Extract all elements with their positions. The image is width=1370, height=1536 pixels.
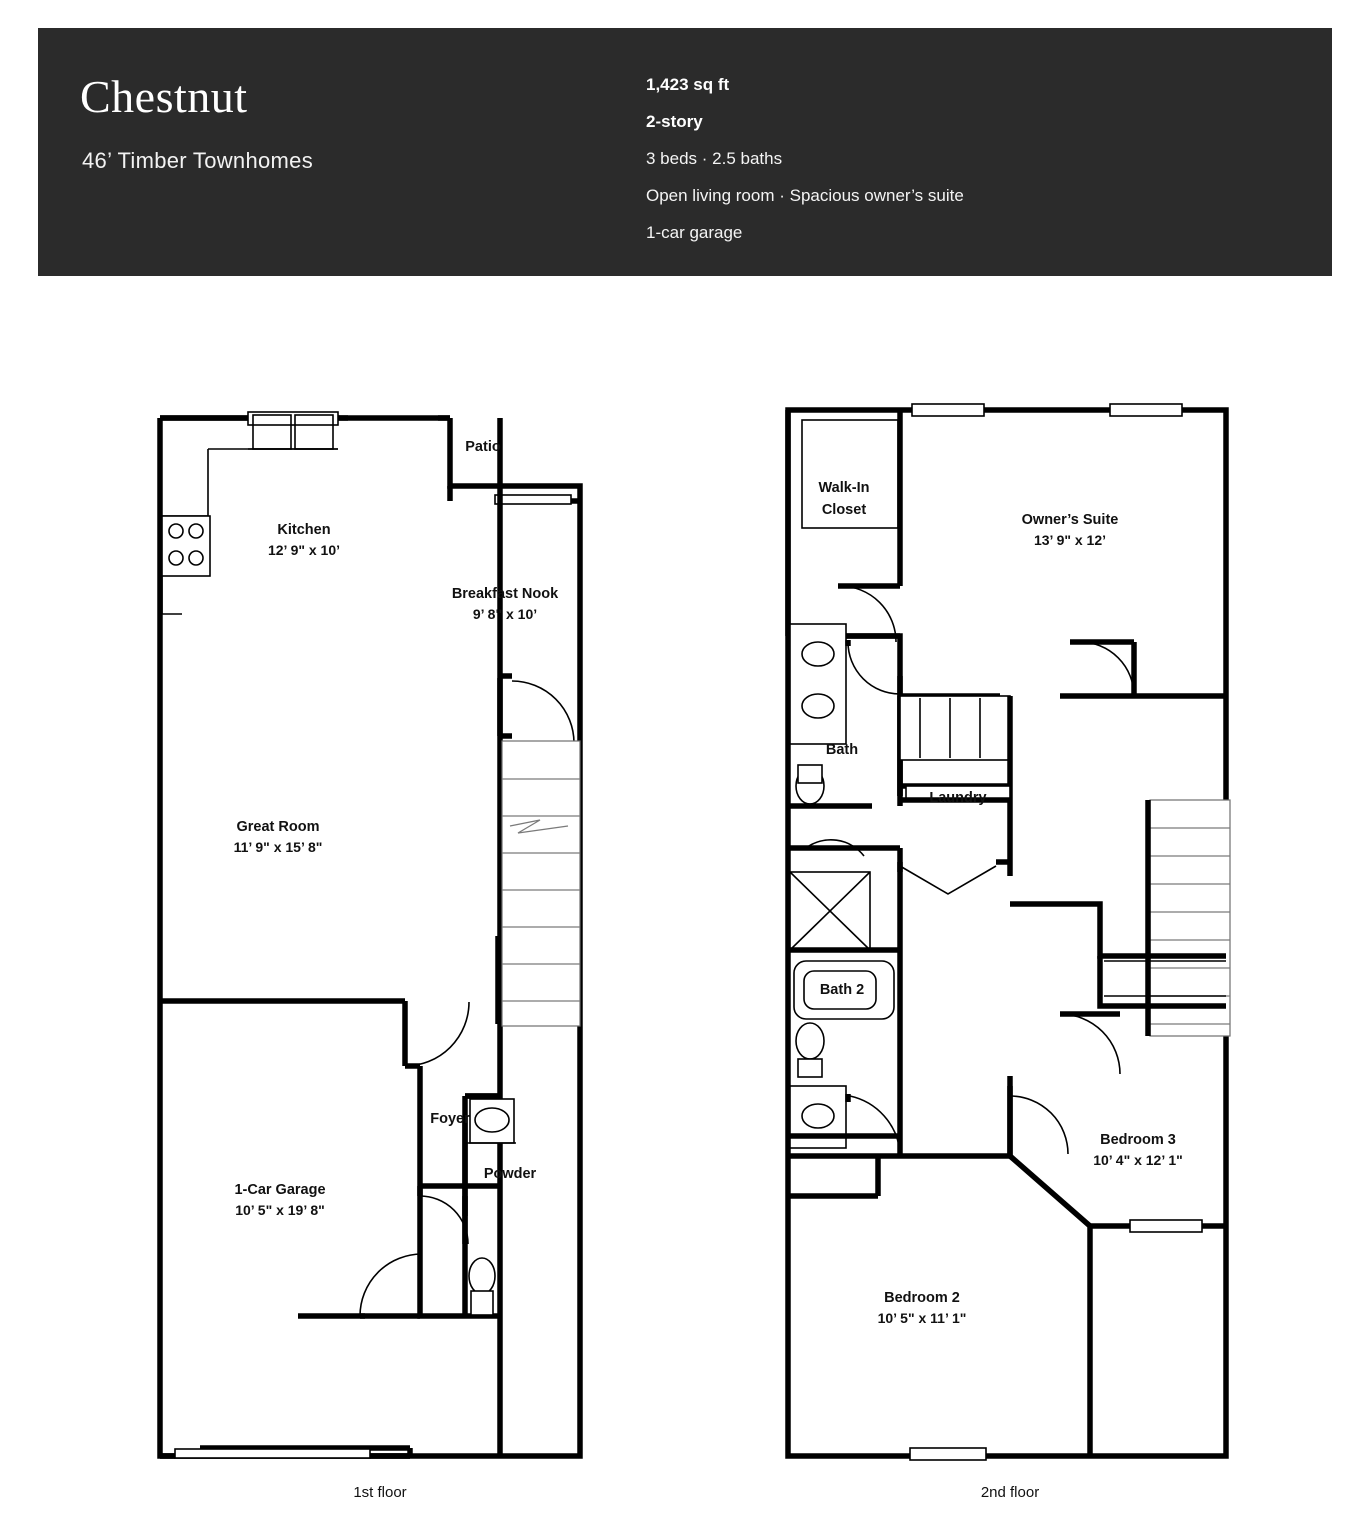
room-dim-great-room: 11’ 9" x 15’ 8" <box>233 839 323 855</box>
spec-garage: 1-car garage <box>646 223 743 242</box>
room-label-bedroom3: Bedroom 3 <box>1100 1132 1176 1148</box>
garage-door <box>175 1449 370 1458</box>
room-dim-bedroom2: 10’ 5" x 11’ 1" <box>877 1310 967 1326</box>
stairs-first-floor <box>502 741 580 1026</box>
room-label-bath2: Bath 2 <box>819 982 865 998</box>
second-floor-plan <box>760 396 1260 1501</box>
window-owners-suite-1 <box>912 404 984 416</box>
stairs-second-floor <box>1150 800 1230 1036</box>
toilet-bath2 <box>796 1023 824 1059</box>
sink-powder <box>470 1099 514 1143</box>
spec-features: Open living room · Spacious owner’s suite <box>646 186 964 205</box>
room-label-walk-in-closet-2: Closet <box>821 502 867 518</box>
spec-stories: 2-story <box>646 112 703 131</box>
patio-door <box>495 495 571 504</box>
range-icon <box>162 516 210 576</box>
spec-sqft: 1,423 sq ft <box>646 75 730 94</box>
page-title: Chestnut <box>80 71 248 122</box>
room-label-patio: Patio <box>465 439 501 455</box>
room-dim-garage: 10’ 5" x 19’ 8" <box>235 1202 325 1218</box>
room-label-garage: 1-Car Garage <box>234 1182 326 1198</box>
room-label-laundry: Laundry <box>929 790 987 806</box>
room-label-great-room: Great Room <box>236 819 320 835</box>
room-label-kitchen: Kitchen <box>277 522 331 538</box>
toilet-powder <box>469 1258 495 1294</box>
spec-beds-baths: 3 beds · 2.5 baths <box>646 149 783 168</box>
room-label-owners-suite: Owner’s Suite <box>1021 512 1119 528</box>
second-floor-drawing <box>760 396 1260 1466</box>
room-dim-kitchen: 12’ 9" x 10’ <box>267 542 341 558</box>
room-label-walk-in-closet: Walk-In <box>818 480 870 496</box>
room-label-breakfast-nook: Breakfast Nook <box>451 586 559 602</box>
plan-header-bar <box>38 28 1332 276</box>
room-dim-bedroom3: 10’ 4" x 12’ 1" <box>1093 1152 1183 1168</box>
collection-label: 46’ Timber Townhomes <box>82 148 313 173</box>
laundry-doors <box>900 866 996 894</box>
hall-closet <box>900 696 1010 760</box>
room-label-bath: Bath <box>825 742 859 758</box>
window-bedroom2 <box>910 1448 986 1460</box>
room-label-powder: Powder <box>483 1166 537 1182</box>
first-floor-caption: 1st floor <box>353 1484 407 1501</box>
first-floor-plan <box>120 396 640 1501</box>
window-kitchen <box>248 412 338 425</box>
room-dim-owners-suite: 13’ 9" x 12’ <box>1033 532 1107 548</box>
first-floor-drawing <box>120 396 640 1466</box>
spec-list <box>646 76 1286 261</box>
window-owners-suite-2 <box>1110 404 1182 416</box>
room-label-bedroom2: Bedroom 2 <box>884 1290 960 1306</box>
room-label-foyer: Foyer <box>430 1111 470 1127</box>
window-bedroom3 <box>1130 1220 1202 1232</box>
second-floor-caption: 2nd floor <box>980 1484 1040 1501</box>
room-dim-breakfast-nook: 9’ 8" x 10’ <box>472 606 538 622</box>
